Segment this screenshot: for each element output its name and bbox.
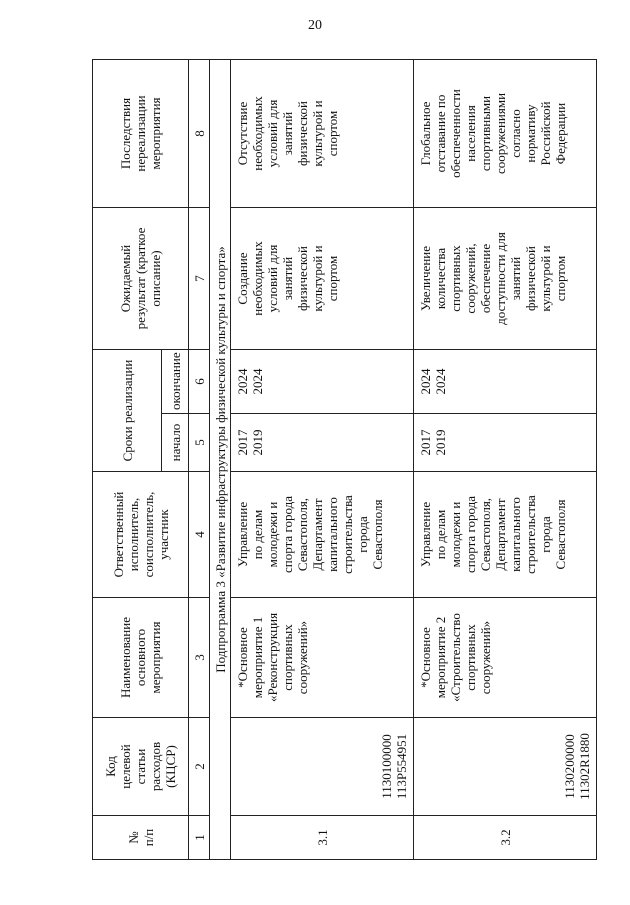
column-number: 3 bbox=[189, 598, 210, 718]
header-end: окончание bbox=[162, 349, 189, 413]
row-result: Создание необходимых условий для занятий физической культурой и спортом bbox=[231, 207, 414, 349]
row-code: 1130200000 11302R1880 bbox=[414, 718, 597, 816]
column-number: 8 bbox=[189, 59, 210, 207]
column-number: 5 bbox=[189, 414, 210, 472]
measures-table bbox=[92, 59, 597, 860]
column-number: 7 bbox=[189, 207, 210, 349]
header-consequences: Последствия нереализации мероприятия bbox=[93, 59, 189, 207]
header-result: Ожидаемый результат (краткое описание) bbox=[93, 207, 189, 349]
row-no: 3.2 bbox=[414, 816, 597, 860]
column-number: 4 bbox=[189, 472, 210, 598]
table-row bbox=[414, 59, 597, 859]
column-number: 2 bbox=[189, 718, 210, 816]
header-terms: Сроки реализации bbox=[93, 349, 162, 471]
row-code: 1130100000 113P554951 bbox=[231, 718, 414, 816]
header-name: Наименование основного мероприятия bbox=[93, 598, 189, 718]
row-consequences: Глобальное отставание по обеспеченности населения спортивными сооружениями согласно нормативу Российской Федерации bbox=[414, 59, 597, 207]
header-code: Код целевой статьи расходов (КЦСР) bbox=[93, 718, 189, 816]
row-consequences: Отсутствие необходимых условий для занятий физической культурой и спортом bbox=[231, 59, 414, 207]
header-row bbox=[93, 59, 162, 859]
header-start: начало bbox=[162, 414, 189, 472]
column-number: 6 bbox=[189, 349, 210, 413]
row-executor: Управление по делам молодежи и спорта города Севастополя, Департамент капитального строительства города Севастополя bbox=[231, 472, 414, 598]
page-number: 20 bbox=[308, 18, 322, 33]
table-row bbox=[231, 59, 414, 859]
subprogram-title: Подпрограмма 3 «Развитие инфраструктуры физической культуры и спорта» bbox=[210, 59, 231, 859]
header-executor: Ответственный исполнитель, соисполнитель, участник bbox=[93, 472, 189, 598]
subprogram-row bbox=[210, 59, 231, 859]
row-name: *Основное мероприятие 2 «Строительство спортивных сооружений» bbox=[414, 598, 597, 718]
column-numbers-row bbox=[189, 59, 210, 859]
row-end: 2024 2024 bbox=[231, 349, 414, 413]
row-start: 2017 2019 bbox=[414, 414, 597, 472]
row-name: *Основное мероприятие 1 «Реконструкция спортивных сооружений» bbox=[231, 598, 414, 718]
row-start: 2017 2019 bbox=[231, 414, 414, 472]
row-no: 3.1 bbox=[231, 816, 414, 860]
rotated-table-container bbox=[92, 60, 597, 860]
row-executor: Управление по делам молодежи и спорта города Севастополя, Департамент капитального строительства города Севастополя bbox=[414, 472, 597, 598]
row-result: Увеличение количества спортивных сооружений, обеспечение доступности для занятий физической культурой и спортом bbox=[414, 207, 597, 349]
column-number: 1 bbox=[189, 816, 210, 860]
row-end: 2024 2024 bbox=[414, 349, 597, 413]
header-no: № п/п bbox=[93, 816, 189, 860]
